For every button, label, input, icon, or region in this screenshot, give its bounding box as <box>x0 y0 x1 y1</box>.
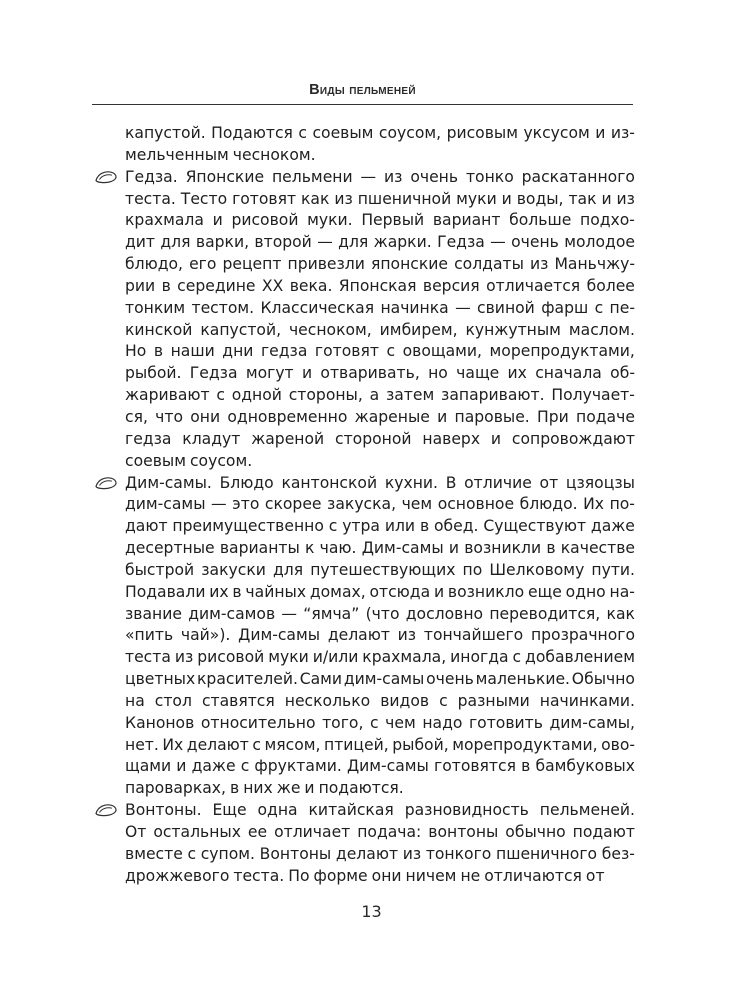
text-line: дают преимущественно с утра или в обед. Существуют даже <box>125 517 635 536</box>
text-line: вместе с супом. Вонтоны делают из тонкого пшеничного без- <box>125 844 635 863</box>
text-line: дрожжевого теста. По форме они ничем не отличаются от <box>125 866 605 885</box>
text-line: дим-самы — это скорее закуска, чем основное блюдо. Их по- <box>125 495 635 514</box>
dumpling-outline-icon <box>94 803 118 817</box>
text-line: теста. Тесто готовят как из пшеничной муки и воды, так и из <box>125 189 635 208</box>
bullet-entry <box>125 800 635 887</box>
dumpling-outline-icon <box>94 170 118 184</box>
bullet-entry <box>125 167 635 473</box>
text-line: нет. Их делают с мясом, птицей, рыбой, морепродуктами, ово- <box>125 735 635 754</box>
text-line: кинской капустой, чесноком, имбирем, кунжутным маслом. <box>125 320 635 339</box>
text-line: звание дим-самов — “ямча” (что дословно переводится, как <box>125 604 635 623</box>
text-line: блюдо, его рецепт привезли японские солдаты из Маньчжу- <box>125 255 635 274</box>
text-line: Канонов относительно того, с чем надо готовить дим-самы, <box>125 713 635 732</box>
text-line: теста из рисовой муки и/или крахмала, иногда с добавлением <box>125 648 635 667</box>
text-line: жаривают с одной стороны, а затем запаривают. Получает- <box>125 386 635 405</box>
body-text <box>125 123 635 888</box>
text-line: рии в середине XX века. Японская версия отличается более <box>125 276 635 295</box>
text-line: десертные варианты к чаю. Дим-самы и возникли в качестве <box>125 539 635 558</box>
text-line: Дим-самы. Блюдо кантонской кухни. В отличие от цзяоцзы <box>125 473 635 492</box>
text-line: мельченным чесноком. <box>125 145 316 164</box>
text-line: ся, что они одновременно жареные и паровые. При подаче <box>125 407 635 426</box>
text-line: пароварках, в них же и подаются. <box>125 779 404 798</box>
text-line: цветных красителей. Сами дим-самы очень маленькие. Обычно <box>125 670 635 689</box>
text-line: Вонтоны. Еще одна китайская разновидность пельменей. <box>125 801 635 820</box>
text-line: тонким тестом. Классическая начинка — свиной фарш с пе- <box>125 298 635 317</box>
text-line: гедза кладут жареной стороной наверх и сопровождают <box>125 429 635 448</box>
text-line: рыбой. Гедза могут и отваривать, но чаще их сначала об- <box>125 364 635 383</box>
text-line: соевым соусом. <box>125 451 253 470</box>
text-line: От остальных ее отличает подача: вонтоны обычно подают <box>125 823 635 841</box>
text-line: Гедза. Японские пельмени — из очень тонко раскатанного <box>125 167 635 186</box>
text-line: на стол ставятся несколько видов с разными начинками. <box>125 691 635 710</box>
text-line: «пить чай»). Дим-самы делают из тончайшего прозрачного <box>125 626 635 645</box>
text-line: быстрой закуски для путешествующих по Шелковому пути. <box>125 560 635 579</box>
bullet-entry <box>125 473 635 801</box>
text-line: капустой. Подаются с соевым соусом, рисовым уксусом и из- <box>125 124 635 142</box>
header-rule <box>92 104 633 105</box>
text-line: щами и даже с фруктами. Дим-самы готовятся в бамбуковых <box>125 757 635 776</box>
page-number: 13 <box>361 902 382 921</box>
text-line: Подавали их в чайных домах, отсюда и возникло еще одно на- <box>125 582 635 601</box>
running-head: Виды пельменей <box>309 82 416 98</box>
dumpling-outline-icon <box>94 476 118 490</box>
text-line: Но в наши дни гедза готовят с овощами, морепродуктами, <box>125 342 635 361</box>
text-line: крахмала и рисовой муки. Первый вариант больше подхо- <box>125 211 635 230</box>
text-line: дит для варки, второй — для жарки. Гедза — очень молодое <box>125 233 635 252</box>
continued-paragraph <box>125 123 635 167</box>
